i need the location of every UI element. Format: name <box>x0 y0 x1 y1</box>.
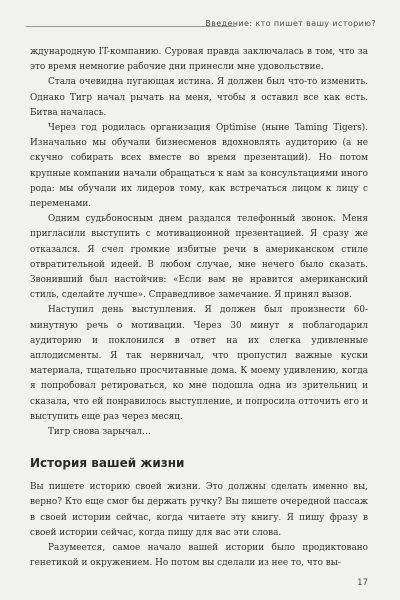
paragraph-4: Одним судьбоносным днем раздался телефонный звонок. Меня пригласили выступить с мотивационной презентацией. Я сразу же отказался. Я счел громкие избитые речи в американском стиле отвратительной идеей. В любом случае, мне нечего было сказать. Звонивший был настойчив: «Если вам не нравится американский стиль, сделайте лучше». Справедливое замечание. Я принял вызов. <box>30 214 368 301</box>
section-paragraph-2: Разумеется, самое начало вашей истории было продиктовано генетикой и окружением. Но потом вы сделали из нее то, что вы- <box>30 543 368 569</box>
paragraph-3: Через год родилась организация Optimise (ныне Taming Tigers). Изначально мы обучали бизнесменов вдохновлять аудиторию (а не скучно собирать всех вместе во время презентаций). Но потом крупные компании начали обращаться к нам за консультациями иного рода: мы обучали их лидеров тому, как встречаться лицом к лицу с переменами. <box>30 123 369 210</box>
section-paragraph-1: Вы пишете историю своей жизни. Это должны сделать именно вы, верно? Кто еще смог бы держать ручку? Вы пишете очередной пассаж в своей истории сейчас, когда читаете эту книгу. Я пишу фразу в своей истории сейчас, когда пишу для вас эти слова. <box>30 482 368 538</box>
page-number: 17 <box>357 578 368 588</box>
paragraph-6: Тигр снова зарычал… <box>48 427 151 438</box>
paragraph-2: Стала очевидна пугающая истина. Я должен был что-то изменить. Однако Тигр начал рычать на меня, чтобы я оставил все как есть. Битва началась. <box>30 77 368 118</box>
page-content <box>30 45 368 572</box>
paragraph-5: Наступил день выступления. Я должен был произнести 60-минутную речь о мотивации. Через 30 минут я поблагодарил аудиторию и поклонился в ответ на их слегка удивленные аплодисменты. Я так нервничал, что пропустил важные куски материала, тщательно просчитанные дома. К моему удивлению, когда я попробовал ретироваться, ко мне подошла одна из зрительниц и сказала, что ей понравилось выступление, и попросила отточить его и выступить еще раз через месяц. <box>30 305 368 422</box>
paragraph-1: ждународную IT-компанию. Суровая правда заключалась в том, что за это время немногие рабочие дни принесли мне удовольствие. <box>30 47 368 73</box>
running-head: Введение: кто пишет вашу историю? <box>205 19 376 28</box>
section-title: История вашей жизни <box>30 456 185 471</box>
